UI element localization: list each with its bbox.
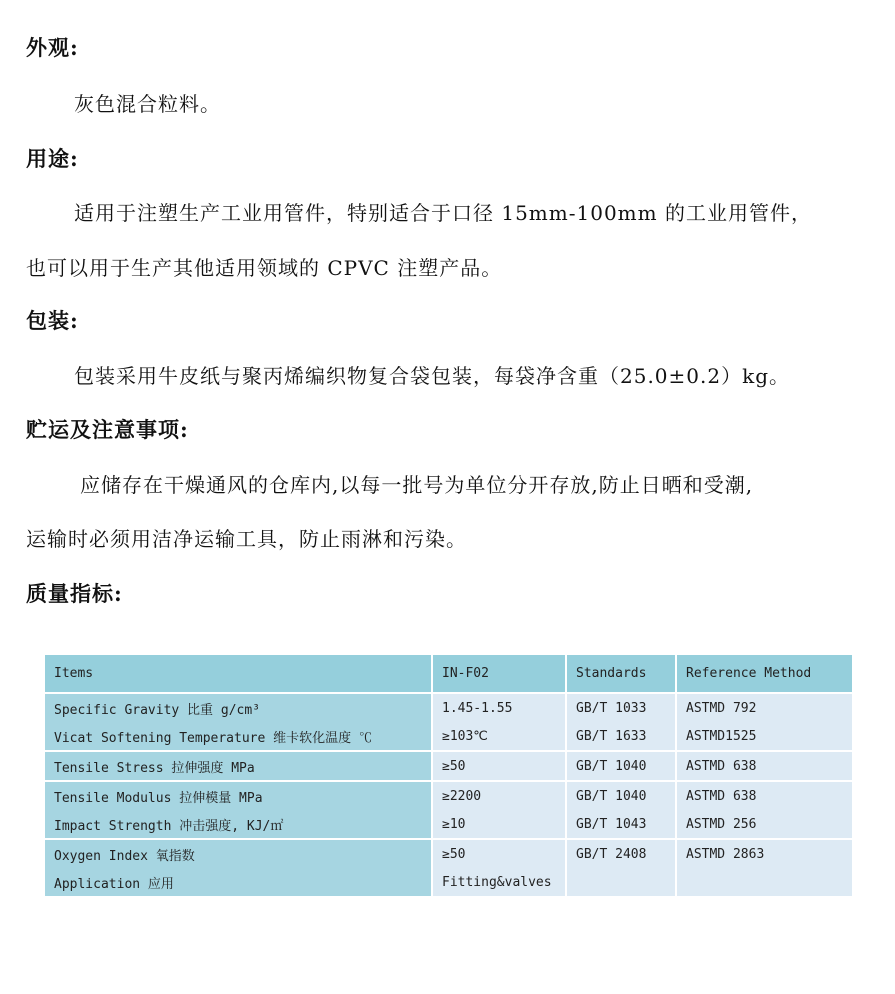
- appearance-text: 灰色混合粒料。: [74, 92, 221, 116]
- header-items: Items: [45, 655, 432, 693]
- cell-standard: GB/T 2408: [566, 839, 676, 868]
- cell-value: ≥10: [432, 810, 566, 839]
- heading-appearance: 外观:: [26, 35, 79, 60]
- cell-item: Application 应用: [45, 868, 432, 896]
- cell-value: ≥2200: [432, 781, 566, 810]
- cell-method: ASTMD 638: [676, 781, 852, 810]
- cell-item: Oxygen Index 氧指数: [45, 839, 432, 868]
- cell-method: ASTMD 792: [676, 693, 852, 722]
- cell-value: ≥50: [432, 839, 566, 868]
- table-row: [45, 781, 852, 810]
- header-grade: IN-F02: [432, 655, 566, 693]
- heading-packaging: 包装:: [26, 308, 79, 333]
- cell-value: ≥103℃: [432, 722, 566, 751]
- cell-standard: GB/T 1033: [566, 693, 676, 722]
- table-row: [45, 751, 852, 781]
- table-row: [45, 810, 852, 839]
- storage-text-line2: 运输时必须用洁净运输工具，防止雨淋和污染。: [26, 527, 467, 551]
- cell-value: ≥50: [432, 751, 566, 781]
- usage-text-line2: 也可以用于生产其他适用领域的 CPVC 注塑产品。: [26, 256, 503, 280]
- header-reference-method: Reference Method: [676, 655, 852, 693]
- quality-spec-table: [45, 655, 852, 896]
- heading-usage: 用途:: [26, 146, 79, 171]
- cell-value: Fitting&valves: [432, 868, 566, 896]
- table-header-row: [45, 655, 852, 693]
- cell-standard: GB/T 1043: [566, 810, 676, 839]
- cell-standard: GB/T 1633: [566, 722, 676, 751]
- heading-storage: 贮运及注意事项:: [26, 417, 189, 442]
- cell-method: ASTMD1525: [676, 722, 852, 751]
- cell-method: ASTMD 2863: [676, 839, 852, 868]
- cell-item: Impact Strength 冲击强度, KJ/㎡: [45, 810, 432, 839]
- cell-item: Specific Gravity 比重 g/cm³: [45, 693, 432, 722]
- packaging-text: 包装采用牛皮纸与聚丙烯编织物复合袋包装，每袋净含重（25.0±0.2）kg。: [74, 364, 791, 388]
- cell-method: [676, 868, 852, 896]
- storage-text-line1: 应储存在干燥通风的仓库内,以每一批号为单位分开存放,防止日晒和受潮,: [80, 473, 754, 497]
- cell-value: 1.45-1.55: [432, 693, 566, 722]
- cell-method: ASTMD 256: [676, 810, 852, 839]
- table-row: [45, 868, 852, 896]
- heading-quality: 质量指标:: [26, 581, 123, 606]
- cell-item: Vicat Softening Temperature 维卡软化温度 ℃: [45, 722, 432, 751]
- table-row: [45, 693, 852, 722]
- header-standards: Standards: [566, 655, 676, 693]
- cell-standard: [566, 868, 676, 896]
- cell-item: Tensile Modulus 拉伸模量 MPa: [45, 781, 432, 810]
- table-row: [45, 839, 852, 868]
- table-row: [45, 722, 852, 751]
- cell-standard: GB/T 1040: [566, 781, 676, 810]
- usage-text-line1: 适用于注塑生产工业用管件，特别适合于口径 15mm-100mm 的工业用管件，: [74, 201, 812, 225]
- cell-standard: GB/T 1040: [566, 751, 676, 781]
- cell-method: ASTMD 638: [676, 751, 852, 781]
- cell-item: Tensile Stress 拉伸强度 MPa: [45, 751, 432, 781]
